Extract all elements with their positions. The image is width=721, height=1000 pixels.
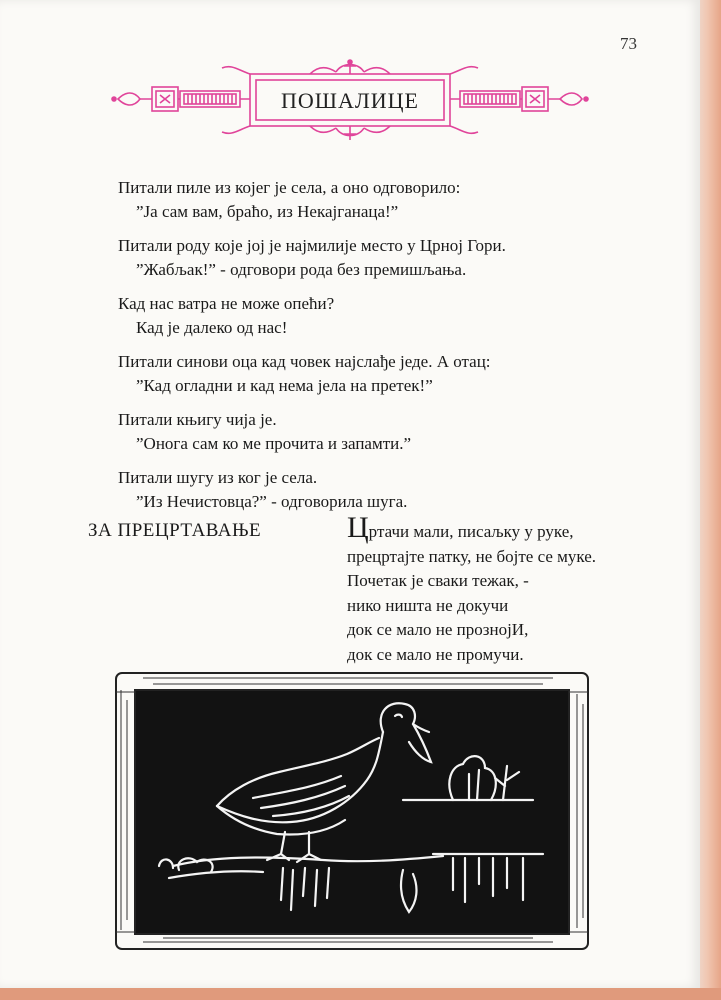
joke-answer: ”Жабљак!” - одговори рода без премишљања. (136, 260, 467, 279)
joke-answer: ”Ја сам вам, браћо, из Некајганаца!” (136, 202, 399, 221)
page-title: ПОШАЛИЦЕ (281, 88, 419, 113)
page-number: 73 (620, 34, 637, 53)
joke-question: Питали роду које јој је најмилије место у Црној Гори. (118, 236, 506, 255)
joke-item (118, 408, 678, 456)
jokes-list (118, 176, 678, 524)
duck-drawing (113, 670, 591, 952)
heading-banner (110, 58, 590, 142)
joke-item (118, 350, 678, 398)
poem-line (347, 511, 677, 545)
poem-line: прецртајте патку, не бојте се муке. (347, 546, 597, 566)
joke-question: Питали књигу чија је. (118, 410, 277, 429)
page-edge (700, 0, 721, 1000)
joke-question: Кад нас ватра не може опећи? (118, 294, 335, 313)
joke-answer: ”Онога сам ко ме прочита и запамти.” (136, 434, 412, 453)
joke-item (118, 292, 678, 340)
section-title: ЗА ПРЕЦРТАВАЊЕ (88, 520, 262, 541)
joke-item (118, 234, 678, 282)
poem-line: нико ништа не докучи (347, 595, 509, 615)
joke-answer: Кад је далеко од нас! (136, 318, 288, 337)
joke-question: Питали пиле из којег је села, а оно одговорило: (118, 178, 461, 197)
joke-question: Питали шугу из ког је села. (118, 468, 318, 487)
poem-line: док се мало не прознојИ, (347, 620, 529, 639)
joke-item (118, 176, 678, 224)
page-bottom-edge (0, 988, 721, 1000)
joke-item (118, 466, 678, 514)
poem-line: док се мало не промучи. (347, 644, 524, 664)
poem-line: Почетак је сваки тежак, - (347, 571, 529, 590)
joke-question: Питали синови оца кад човек најслађе једе. А отац: (118, 352, 491, 371)
joke-answer: ”Из Нечистовца?” - одговорила шуга. (136, 492, 408, 511)
drop-cap: Ц (347, 511, 369, 544)
poem (347, 511, 677, 667)
poem-line-text: ртачи мали, писаљку у руке, (368, 522, 574, 541)
chalkboard-illustration (113, 670, 591, 952)
joke-answer: ”Кад огладни и кад нема јела на претек!” (136, 376, 433, 395)
